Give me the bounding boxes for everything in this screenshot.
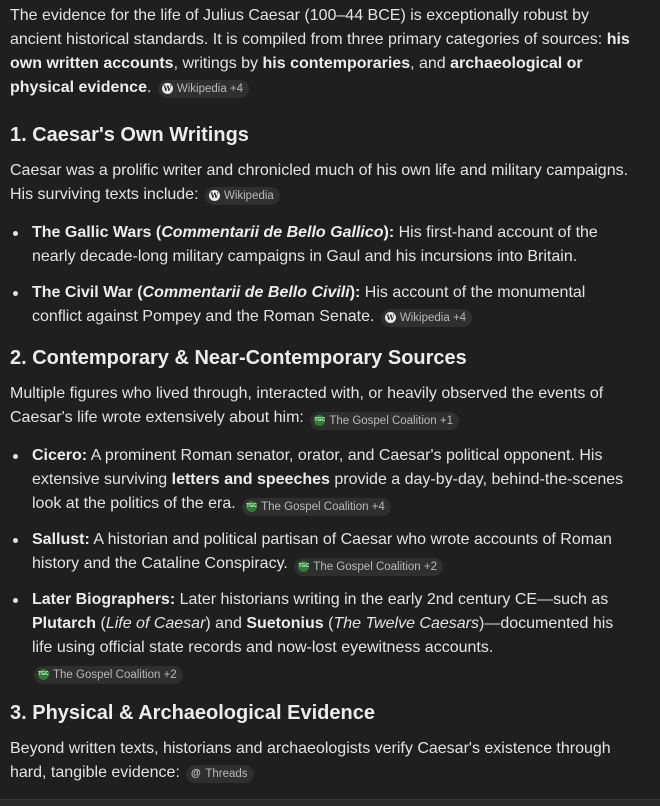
item-text: A prominent Roman senator, orator, and Caesar's political opponent. His extensive surviving <box>32 447 603 488</box>
source-chip[interactable] <box>242 498 391 516</box>
intro-text: , and <box>410 55 451 72</box>
source-chip[interactable] <box>205 187 280 205</box>
section-paragraph <box>10 737 630 785</box>
own-writings-list <box>10 221 630 329</box>
gospel-coalition-icon: TGC <box>298 561 309 572</box>
list-item <box>10 221 630 269</box>
intro-paragraph <box>10 4 630 100</box>
item-text: Later historians writing in the early 2nd century CE—such as <box>175 591 609 608</box>
source-chip[interactable] <box>381 309 472 327</box>
item-bold-text: Suetonius <box>246 615 324 632</box>
item-text: His account of the monumental conflict against Pompey and the Roman Senate. <box>32 284 586 325</box>
source-chip-label: Wikipedia +4 <box>176 82 244 95</box>
item-italic-text: Life of Caesar <box>105 615 206 632</box>
section-paragraph <box>10 159 630 207</box>
section-heading-physical-evidence: 3. Physical & Archaeological Evidence <box>10 702 375 724</box>
intro-bold-own-accounts: his own written accounts <box>10 31 630 72</box>
list-item <box>10 528 630 576</box>
gospel-coalition-icon: TGC <box>314 415 325 426</box>
item-italic-text: The Twelve Caesars <box>333 615 479 632</box>
item-title: Cicero: <box>32 447 88 464</box>
gospel-coalition-icon: TGC <box>38 669 49 680</box>
source-chip-label: The Gospel Coalition +2 <box>53 668 177 681</box>
intro-text: The evidence for the life of Julius Caesar (100–44 BCE) is exceptionally robust by ancient historical standards. It is compiled from three primary categories of sources: <box>10 7 607 48</box>
intro-text: . <box>146 79 152 96</box>
item-title: The Gallic Wars (Commentarii de Bello Gallico): <box>32 224 395 241</box>
item-text: ) and <box>205 615 247 632</box>
intro-text: , writings by <box>173 55 263 72</box>
section-paragraph <box>10 382 630 430</box>
section-heading-own-writings: 1. Caesar's Own Writings <box>10 124 249 146</box>
contemporary-sources-list <box>10 444 630 684</box>
wikipedia-icon: W <box>210 191 219 200</box>
source-chip[interactable] <box>294 558 443 576</box>
item-title: Later Biographers: <box>32 591 176 608</box>
list-item <box>10 588 630 684</box>
source-chip[interactable] <box>158 80 249 98</box>
source-chip-label: The Gospel Coalition +4 <box>261 500 385 513</box>
source-chip-label: Threads <box>205 767 248 780</box>
source-chip[interactable] <box>310 412 459 430</box>
section-heading-contemporary-sources: 2. Contemporary & Near-Contemporary Sources <box>10 347 467 369</box>
threads-icon: @ <box>190 768 201 779</box>
item-bold-text: letters and speeches <box>171 471 330 488</box>
source-chip-label: Wikipedia <box>223 189 274 202</box>
paragraph-text: Caesar was a prolific writer and chronicled much of his own life and military campaigns. His surviving texts include: <box>10 162 629 203</box>
intro-bold-archaeological: archaeological or physical evidence <box>10 55 583 96</box>
wikipedia-icon: W <box>163 84 172 93</box>
item-text: )—documented his life using official state records and now-lost eyewitness accounts. <box>32 615 614 656</box>
list-item <box>10 281 630 329</box>
source-chip-label: The Gospel Coalition +2 <box>313 560 437 573</box>
paragraph-text: Multiple figures who lived through, interacted with, or heavily observed the events of Caesar's life wrote extensively about him: <box>10 385 604 426</box>
source-chip[interactable] <box>34 666 183 684</box>
intro-bold-contemporaries: his contemporaries <box>262 55 411 72</box>
item-bold-text: Plutarch <box>32 615 97 632</box>
item-text: His first-hand account of the nearly decade-long military campaigns in Gaul and his incursions into Britain. <box>32 224 598 265</box>
item-text: ( <box>323 615 334 632</box>
source-chip-label: Wikipedia +4 <box>399 311 467 324</box>
item-text: ( <box>96 615 106 632</box>
wikipedia-icon: W <box>386 313 395 322</box>
list-item <box>10 444 630 516</box>
item-title: Sallust: <box>32 531 90 548</box>
item-title: The Civil War (Commentarii de Bello Civili): <box>32 284 361 301</box>
source-chip[interactable] <box>186 765 253 783</box>
paragraph-text: Beyond written texts, historians and archaeologists verify Caesar's existence through hard, tangible evidence: <box>10 740 611 781</box>
item-text: A historian and political partisan of Caesar who wrote accounts of Roman history and the Cataline Conspiracy. <box>32 531 612 572</box>
item-text: provide a day-by-day, behind-the-scenes look at the politics of the era. <box>32 471 624 512</box>
gospel-coalition-icon: TGC <box>246 501 257 512</box>
source-chip-label: The Gospel Coalition +1 <box>329 414 454 427</box>
